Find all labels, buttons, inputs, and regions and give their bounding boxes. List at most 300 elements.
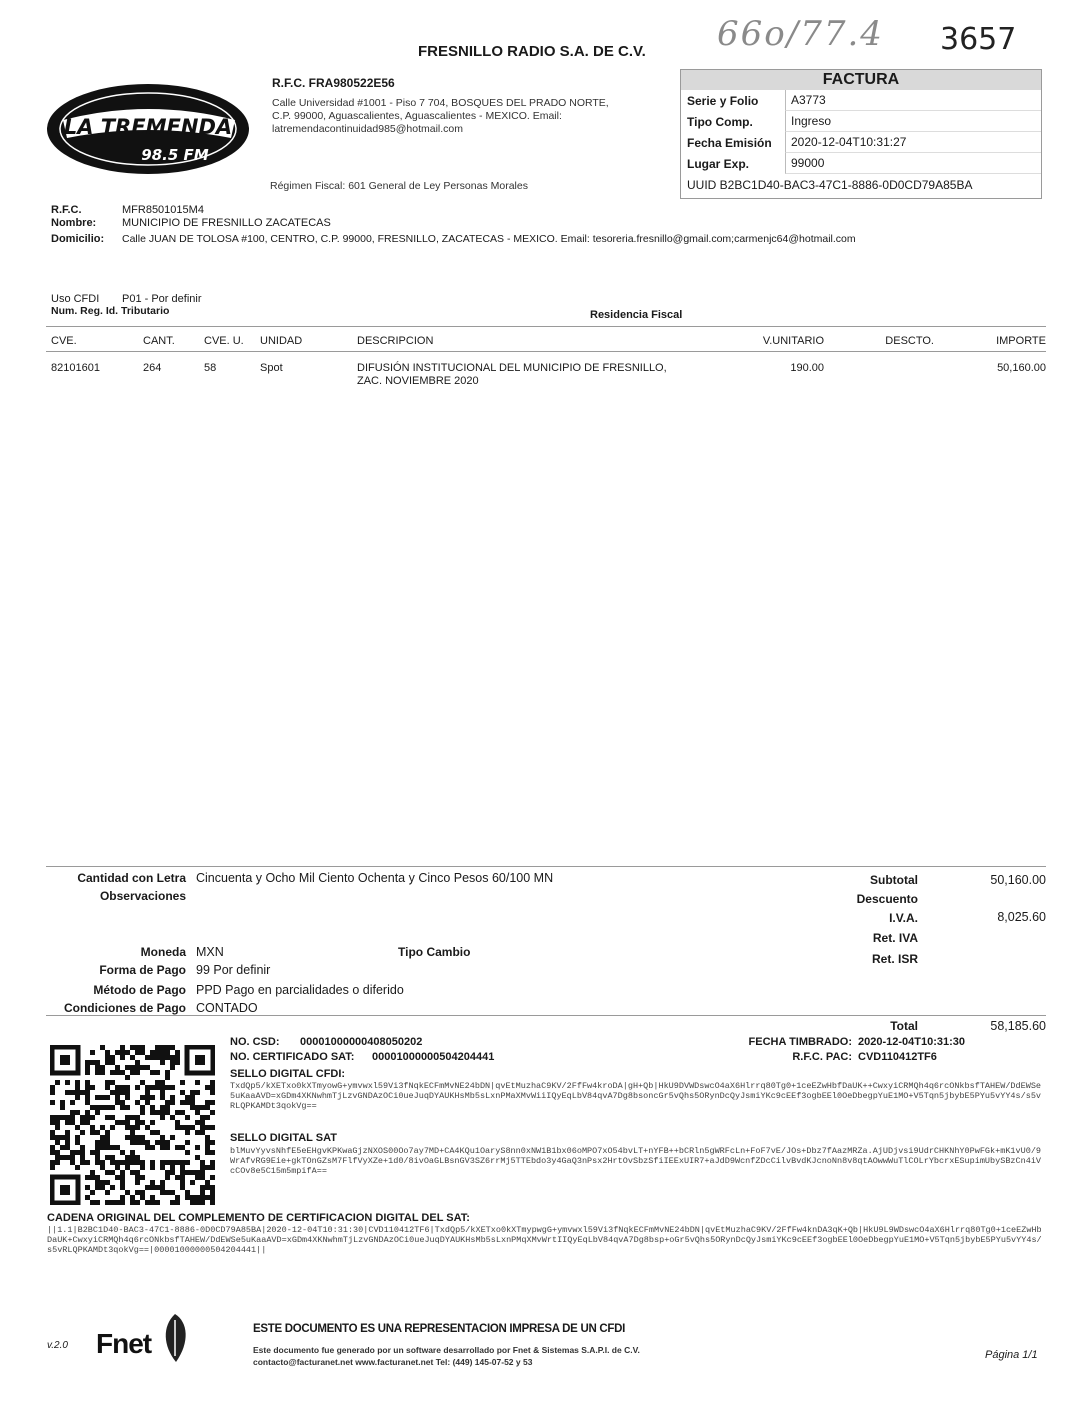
qr-module — [140, 1140, 145, 1145]
qr-module — [205, 1180, 210, 1185]
total-label: Total — [890, 1019, 918, 1033]
cfdi-block — [51, 293, 201, 317]
qr-module — [135, 1180, 140, 1185]
qr-module — [165, 1160, 170, 1165]
qr-module — [125, 1135, 130, 1140]
row-descripcion-line: DIFUSIÓN INSTITUCIONAL DEL MUNICIPIO DE FRESNILLO, — [357, 362, 667, 374]
qr-module — [195, 1080, 200, 1085]
qr-module — [115, 1120, 120, 1125]
qr-module — [50, 1090, 55, 1095]
qr-module — [210, 1185, 215, 1190]
qr-module — [85, 1115, 90, 1120]
factura-uuid: UUID B2BC1D40-BAC3-47C1-8886-0D0CD79A85BA — [687, 178, 973, 192]
qr-module — [105, 1140, 110, 1145]
qr-module — [205, 1085, 210, 1090]
qr-module — [180, 1180, 185, 1185]
qr-module — [165, 1110, 170, 1115]
row-cve: 82101601 — [51, 362, 100, 374]
th-descto: DESCTO. — [885, 335, 934, 347]
qr-module — [95, 1130, 100, 1135]
qr-module — [90, 1060, 95, 1065]
factura-row-label: Lugar Exp. — [687, 156, 750, 171]
qr-module — [65, 1135, 70, 1140]
qr-module — [115, 1085, 120, 1090]
qr-module — [95, 1150, 100, 1155]
qr-module — [135, 1200, 140, 1205]
qr-module — [100, 1140, 105, 1145]
qr-module — [160, 1050, 165, 1055]
qr-module — [95, 1155, 100, 1160]
qr-module — [210, 1085, 215, 1090]
qr-module — [205, 1165, 210, 1170]
qr-module — [130, 1135, 135, 1140]
qr-module — [105, 1060, 110, 1065]
uso-cfdi: P01 - Por definir — [122, 293, 202, 305]
qr-module — [95, 1110, 100, 1115]
qr-module — [135, 1045, 140, 1050]
qr-module — [175, 1160, 180, 1165]
qr-module — [150, 1160, 155, 1165]
qr-module — [130, 1070, 135, 1075]
letra-label: Cantidad con Letra — [77, 871, 186, 885]
qr-module — [135, 1100, 140, 1105]
qr-module — [165, 1170, 170, 1175]
qr-module — [195, 1170, 200, 1175]
qr-module — [170, 1060, 175, 1065]
qr-module — [85, 1095, 90, 1100]
qr-module — [140, 1190, 145, 1195]
qr-module — [110, 1115, 115, 1120]
qr-module — [185, 1195, 190, 1200]
qr-module — [55, 1155, 60, 1160]
qr-module — [125, 1160, 130, 1165]
qr-module — [115, 1145, 120, 1150]
issuer-regimen: Régimen Fiscal: 601 General de Ley Personas Morales — [270, 180, 528, 192]
issuer-address-line: latremendacontinuidad985@hotmail.com — [272, 123, 464, 135]
factura-row — [681, 90, 1041, 111]
qr-module — [120, 1185, 125, 1190]
handwritten-note: 66o/77.4 — [717, 14, 884, 54]
factura-title: FACTURA — [681, 70, 1041, 90]
page-number: Página 1/1 — [985, 1349, 1038, 1361]
qr-module — [125, 1155, 130, 1160]
sello-sat-label: SELLO DIGITAL SAT — [230, 1132, 337, 1144]
qr-module — [100, 1105, 105, 1110]
qr-module — [95, 1140, 100, 1145]
qr-module — [195, 1120, 200, 1125]
qr-module — [90, 1105, 95, 1110]
qr-module — [160, 1085, 165, 1090]
qr-module — [125, 1165, 130, 1170]
qr-module — [120, 1120, 125, 1125]
qr-module — [170, 1100, 175, 1105]
letra-value: Cincuenta y Ocho Mil Ciento Ochenta y Cinco Pesos 60/100 MN — [196, 871, 554, 885]
qr-module — [210, 1080, 215, 1085]
qr-module — [65, 1115, 70, 1120]
observaciones-label: Observaciones — [99, 889, 186, 903]
qr-module — [150, 1105, 155, 1110]
qr-module — [155, 1050, 160, 1055]
qr-module — [105, 1190, 110, 1195]
qr-module — [165, 1190, 170, 1195]
qr-module — [135, 1120, 140, 1125]
qr-module — [95, 1160, 100, 1165]
qr-module — [150, 1120, 155, 1125]
qr-module — [75, 1125, 80, 1130]
qr-module — [210, 1175, 215, 1180]
qr-module — [205, 1145, 210, 1150]
qr-module — [130, 1200, 135, 1205]
qr-module — [160, 1180, 165, 1185]
qr-module — [110, 1125, 115, 1130]
qr-module — [160, 1110, 165, 1115]
qr-module — [80, 1160, 85, 1165]
fecha-timbrado-label: FECHA TIMBRADO: — [748, 1036, 852, 1048]
issuer-address-line: C.P. 99000, Aguascalientes, Aguascalientes - MEXICO. Email: — [272, 110, 562, 122]
qr-module — [80, 1130, 85, 1135]
qr-module — [120, 1175, 125, 1180]
qr-module — [160, 1190, 165, 1195]
qr-module — [170, 1160, 175, 1165]
qr-module — [125, 1125, 130, 1130]
version-text: v.2.0 — [47, 1340, 68, 1351]
qr-module — [165, 1070, 170, 1075]
receiver-rfc-label: R.F.C. — [51, 204, 82, 216]
qr-module — [105, 1055, 110, 1060]
total-value: 58,185.60 — [990, 1019, 1046, 1033]
row-cant: 264 — [143, 362, 162, 374]
qr-module — [145, 1125, 150, 1130]
qr-module — [155, 1045, 160, 1050]
qr-module — [190, 1100, 195, 1105]
footer-contact: contacto@facturanet.net www.facturanet.net Tel: (449) 145-07-52 y 53 — [253, 1357, 533, 1367]
qr-module — [75, 1150, 80, 1155]
qr-module — [200, 1125, 205, 1130]
qr-module — [210, 1140, 215, 1145]
qr-module — [175, 1120, 180, 1125]
qr-module — [135, 1155, 140, 1160]
qr-module — [85, 1160, 90, 1165]
qr-module — [50, 1130, 55, 1135]
qr-module — [90, 1115, 95, 1120]
qr-module — [110, 1145, 115, 1150]
qr-module — [175, 1110, 180, 1115]
qr-module — [115, 1070, 120, 1075]
qr-module — [90, 1200, 95, 1205]
qr-module — [180, 1110, 185, 1115]
qr-module — [85, 1080, 90, 1085]
qr-module — [180, 1170, 185, 1175]
qr-module — [115, 1175, 120, 1180]
qr-module — [50, 1135, 55, 1140]
qr-module — [120, 1090, 125, 1095]
sello-cfdi-label: SELLO DIGITAL CFDI: — [230, 1068, 346, 1080]
qr-module — [105, 1200, 110, 1205]
qr-module — [115, 1200, 120, 1205]
qr-module — [55, 1140, 60, 1145]
qr-module — [105, 1170, 110, 1175]
fnet-logo-text: Fnet — [96, 1328, 152, 1359]
qr-module — [100, 1065, 105, 1070]
qr-module — [135, 1190, 140, 1195]
qr-module — [155, 1080, 160, 1085]
qr-module — [185, 1100, 190, 1105]
qr-module — [200, 1200, 205, 1205]
factura-row-label: Fecha Emisión — [687, 135, 772, 150]
cert-sat-label: NO. CERTIFICADO SAT: — [230, 1051, 355, 1063]
qr-module — [150, 1095, 155, 1100]
qr-module — [100, 1045, 105, 1050]
qr-module — [210, 1195, 215, 1200]
qr-module — [75, 1085, 80, 1090]
qr-module — [125, 1115, 130, 1120]
qr-module — [110, 1170, 115, 1175]
qr-module — [105, 1180, 110, 1185]
qr-module — [120, 1100, 125, 1105]
iva-label: I.V.A. — [889, 911, 918, 925]
th-cveu: CVE. U. — [204, 335, 244, 347]
qr-module — [120, 1160, 125, 1165]
factura-row-label: Tipo Comp. — [687, 114, 753, 129]
qr-module — [125, 1085, 130, 1090]
qr-code — [50, 1045, 215, 1205]
th-unidad: UNIDAD — [260, 335, 303, 347]
issuer-rfc: R.F.C. FRA980522E56 — [272, 76, 395, 90]
qr-module — [170, 1115, 175, 1120]
qr-module — [120, 1195, 125, 1200]
qr-module — [55, 1150, 60, 1155]
logo-text: LA TREMENDA — [63, 115, 233, 139]
qr-module — [155, 1110, 160, 1115]
qr-module — [130, 1150, 135, 1155]
qr-module — [180, 1080, 185, 1085]
qr-module — [200, 1165, 205, 1170]
qr-module — [140, 1135, 145, 1140]
uso-cfdi-label: Uso CFDI — [51, 293, 100, 305]
qr-module — [140, 1195, 145, 1200]
table-header-rule — [46, 351, 1046, 352]
qr-module — [80, 1115, 85, 1120]
qr-module — [95, 1185, 100, 1190]
qr-module — [195, 1130, 200, 1135]
qr-module — [95, 1175, 100, 1180]
qr-module — [95, 1095, 100, 1100]
row-importe: 50,160.00 — [997, 362, 1046, 374]
qr-module — [190, 1170, 195, 1175]
qr-module — [50, 1120, 55, 1125]
qr-module — [85, 1090, 90, 1095]
qr-module — [80, 1120, 85, 1125]
tipo-cambio-label: Tipo Cambio — [398, 945, 471, 959]
totals-rule — [46, 1015, 1046, 1016]
qr-module — [180, 1090, 185, 1095]
subtotal-label: Subtotal — [870, 873, 918, 887]
descuento-label: Descuento — [856, 892, 918, 906]
qr-module — [100, 1135, 105, 1140]
qr-module — [100, 1125, 105, 1130]
qr-module — [70, 1120, 75, 1125]
qr-module — [105, 1130, 110, 1135]
qr-module — [65, 1145, 70, 1150]
qr-module — [105, 1050, 110, 1055]
qr-module — [200, 1175, 205, 1180]
qr-module — [160, 1185, 165, 1190]
qr-module — [160, 1045, 165, 1050]
qr-module — [195, 1195, 200, 1200]
qr-module — [90, 1190, 95, 1195]
qr-module — [190, 1195, 195, 1200]
num-reg-label: Num. Reg. Id. Tributario — [51, 305, 170, 317]
qr-module — [120, 1085, 125, 1090]
qr-module — [55, 1120, 60, 1125]
qr-module — [85, 1065, 90, 1070]
qr-module — [110, 1060, 115, 1065]
qr-module — [125, 1105, 130, 1110]
qr-module — [140, 1105, 145, 1110]
qr-module — [140, 1175, 145, 1180]
qr-module — [210, 1150, 215, 1155]
qr-module — [195, 1155, 200, 1160]
qr-module — [145, 1200, 150, 1205]
qr-module — [150, 1145, 155, 1150]
qr-module — [115, 1095, 120, 1100]
qr-module — [100, 1160, 105, 1165]
qr-module — [165, 1105, 170, 1110]
qr-module — [135, 1135, 140, 1140]
qr-module — [110, 1080, 115, 1085]
qr-module — [75, 1080, 80, 1085]
qr-module — [120, 1105, 125, 1110]
qr-module — [170, 1065, 175, 1070]
factura-row-value: A3773 — [785, 90, 1041, 111]
qr-module — [100, 1185, 105, 1190]
qr-module — [145, 1090, 150, 1095]
qr-module — [145, 1100, 150, 1105]
qr-module — [180, 1175, 185, 1180]
qr-module — [200, 1160, 205, 1165]
qr-module — [200, 1115, 205, 1120]
qr-module — [150, 1180, 155, 1185]
qr-module — [150, 1070, 155, 1075]
handwritten-number: 3657 — [940, 22, 1017, 57]
qr-module — [155, 1185, 160, 1190]
qr-module — [160, 1095, 165, 1100]
qr-module — [160, 1145, 165, 1150]
qr-module — [195, 1145, 200, 1150]
qr-module — [140, 1160, 145, 1165]
qr-module — [195, 1090, 200, 1095]
factura-row-value: 2020-12-04T10:31:27 — [785, 132, 1041, 153]
qr-module — [200, 1190, 205, 1195]
qr-module — [160, 1105, 165, 1110]
qr-module — [160, 1080, 165, 1085]
qr-module — [205, 1100, 210, 1105]
qr-module — [155, 1070, 160, 1075]
qr-module — [145, 1065, 150, 1070]
qr-module — [115, 1065, 120, 1070]
qr-module — [195, 1110, 200, 1115]
qr-module — [190, 1200, 195, 1205]
qr-module — [65, 1090, 70, 1095]
qr-module — [120, 1150, 125, 1155]
qr-module — [175, 1055, 180, 1060]
qr-module — [200, 1195, 205, 1200]
qr-module — [140, 1065, 145, 1070]
qr-module — [210, 1125, 215, 1130]
factura-row — [681, 132, 1041, 153]
th-vunitario: V.UNITARIO — [762, 335, 824, 347]
fecha-timbrado-value: 2020-12-04T10:31:30 — [858, 1036, 966, 1048]
qr-module — [190, 1180, 195, 1185]
qr-module — [95, 1065, 100, 1070]
qr-module — [165, 1055, 170, 1060]
qr-module — [135, 1070, 140, 1075]
qr-module — [180, 1160, 185, 1165]
subtotal-value: 50,160.00 — [990, 873, 1046, 887]
qr-module — [185, 1190, 190, 1195]
qr-module — [170, 1170, 175, 1175]
footer-title: ESTE DOCUMENTO ES UNA REPRESENTACION IMPRESA DE UN CFDI — [253, 1323, 625, 1335]
qr-module — [150, 1085, 155, 1090]
iva-value: 8,025.60 — [997, 910, 1046, 924]
forma-pago-value: 99 Por definir — [196, 963, 271, 977]
qr-module — [165, 1145, 170, 1150]
qr-module — [130, 1065, 135, 1070]
qr-module — [155, 1140, 160, 1145]
qr-module — [185, 1160, 190, 1165]
qr-module — [115, 1165, 120, 1170]
qr-module — [210, 1190, 215, 1195]
qr-module — [60, 1145, 65, 1150]
qr-module — [85, 1060, 90, 1065]
qr-module — [185, 1095, 190, 1100]
qr-module — [50, 1115, 55, 1120]
qr-module — [145, 1085, 150, 1090]
row-unidad: Spot — [260, 362, 283, 374]
qr-module — [65, 1140, 70, 1145]
receiver-block — [51, 204, 856, 246]
qr-module — [205, 1195, 210, 1200]
qr-module — [185, 1115, 190, 1120]
qr-module — [120, 1200, 125, 1205]
qr-module — [70, 1150, 75, 1155]
sello-sat-value: blMuvYyvsNhfE5eEHgvKPKwaGjzNXOS00Oo7ay7MD+CA4KQu1OaryS8nn0xNW1B1bx06oMPO7xO54bvLT+nYFB++bCRln5gWRFcLn+FoF7vE/JOs+Dbz7fAazMRZa.AjUDjvsi9UdrCHKNhY0PwFGk+mK1vU0/9WrAfvRG9Eie+gkTOnGZsM7FlfVyXZe+1d0/8ivOaGLBsnGV3SZ6rrMj5TTEbdo3y4GaQ3nPsx2HrtOvSbzSfiIEExUIR7+aJdD9WcnfZDcCilvBvdKJcnoNn8v8qtAOwwWuTlCOLrYbcrxESupimUbySBzCn4iVcCOv8e5C15m5mpifA== — [230, 1146, 1042, 1176]
qr-module — [60, 1115, 65, 1120]
qr-module — [160, 1135, 165, 1140]
qr-module — [135, 1170, 140, 1175]
qr-module — [145, 1140, 150, 1145]
sello-cfdi-value: TxdQp5/kXETxo0kXTmyowG+ymvwxl59Vi3fNqkECFmMvNE24bDN|qvEtMuzhaC9KV/2FfFw4kroDA|gH+Qb|HkU9DVWDswcO4aX6Hlrrq80Tg0+1ceEZwHbfDaUK++CwxyiCRMQh4q6rcONkbsfTAHEW/DdEWSe5uKaaAVD=xGDm4XKNwhmTjLzvGNDAzOCi0ueJuqDYAUKHsMb5sLxnPMaXMvWiiIQyEqLbV84qvA7Dg8bsoncGr5vQhs5ORynDcQyJsmiYKc9cEEf3ogbEEl0OeDbegpYuE1MO+V5Tqn5jbybE5PYu5vYY4s/s5vRLQPKAMDt3qokVg== — [230, 1081, 1042, 1111]
qr-module — [100, 1145, 105, 1150]
qr-module — [115, 1050, 120, 1055]
factura-box — [680, 69, 1042, 199]
qr-module — [160, 1165, 165, 1170]
qr-module — [175, 1060, 180, 1065]
qr-module — [170, 1055, 175, 1060]
qr-module — [165, 1045, 170, 1050]
qr-module — [170, 1165, 175, 1170]
factura-row — [681, 153, 1041, 174]
qr-module — [195, 1175, 200, 1180]
qr-module — [110, 1185, 115, 1190]
qr-module — [50, 1150, 55, 1155]
qr-module — [65, 1120, 70, 1125]
qr-module — [165, 1075, 170, 1080]
qr-module — [110, 1155, 115, 1160]
qr-module — [205, 1125, 210, 1130]
metodo-pago-value: PPD Pago en parcialidades o diferido — [196, 983, 404, 997]
th-importe: IMPORTE — [996, 335, 1046, 347]
